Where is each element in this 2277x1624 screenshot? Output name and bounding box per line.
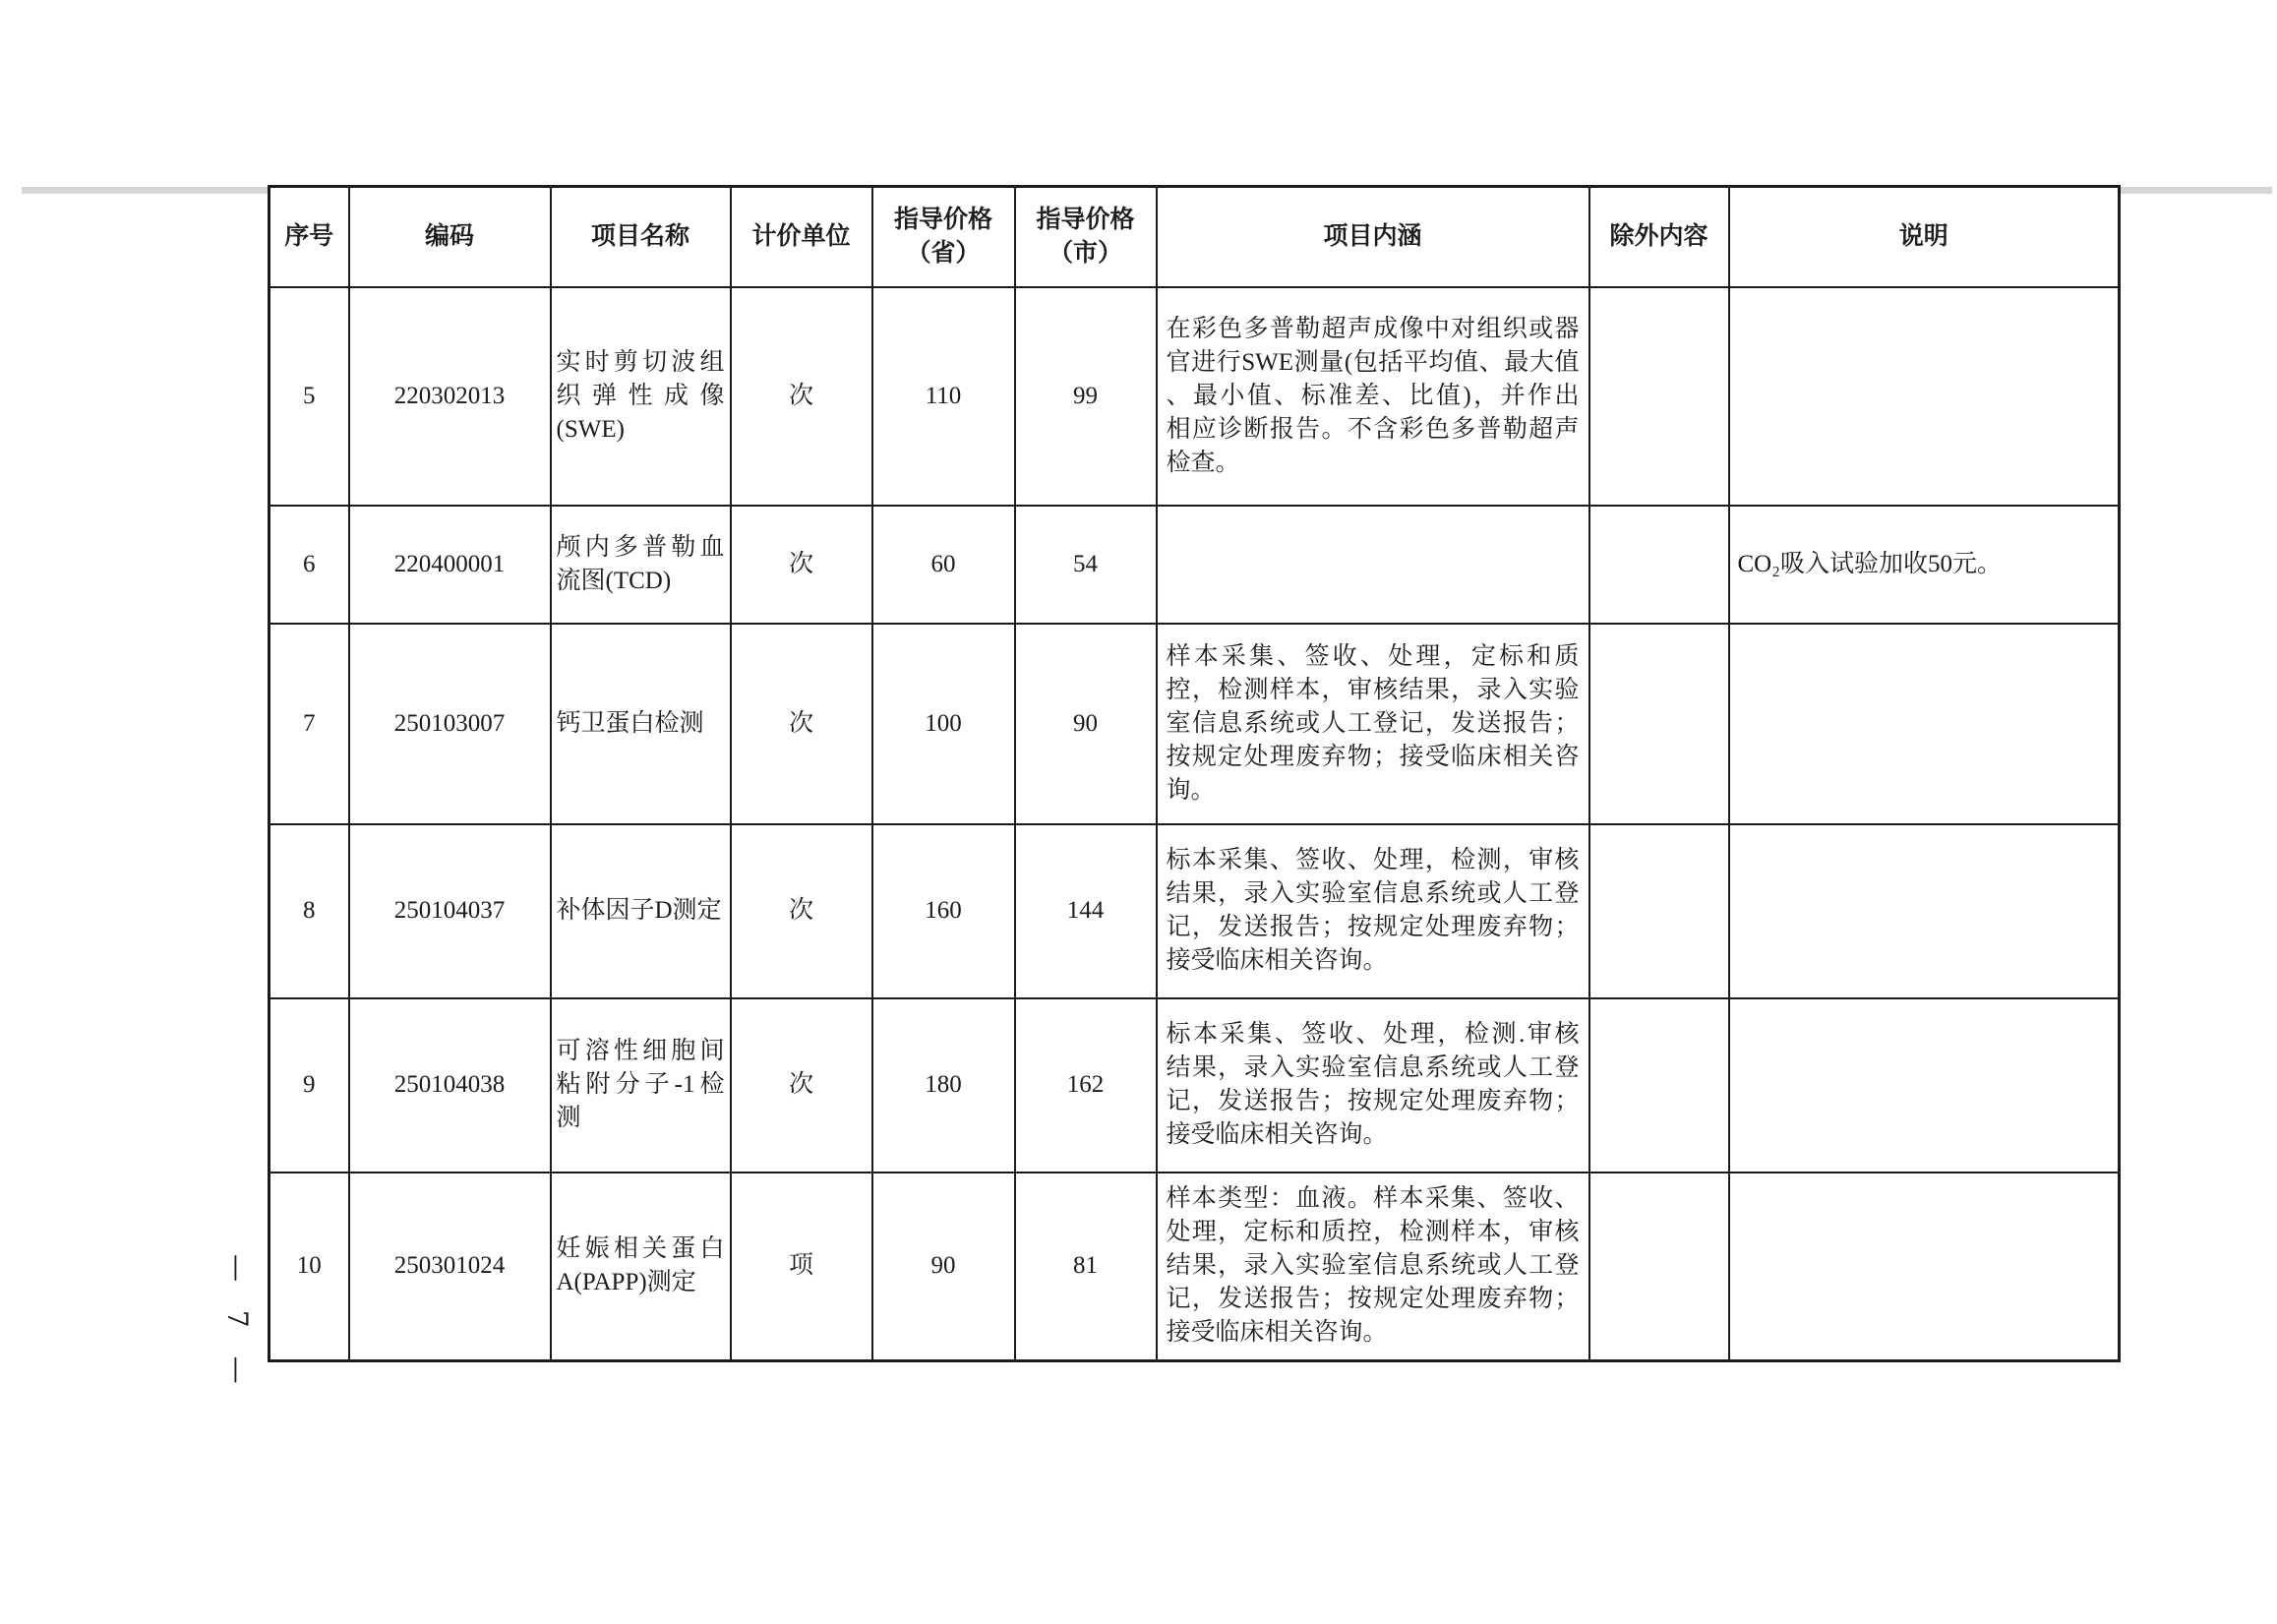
- cell-content-line: 检查。: [1166, 449, 1240, 476]
- cell-name-line: 颅内多普勒血: [556, 533, 725, 561]
- cell-price-city: 90: [1015, 624, 1157, 824]
- cell-seq: 9: [270, 998, 349, 1173]
- cell-content-line: 记，发送报告；按规定处理废弃物；: [1166, 1286, 1580, 1313]
- cell-content-line: 在彩色多普勒超声成像中对组织或器: [1166, 315, 1580, 342]
- cell-unit: 次: [731, 998, 872, 1173]
- cell-seq: 10: [270, 1173, 349, 1361]
- header-notes: 说明: [1729, 187, 2120, 287]
- cell-content-line: 接受临床相关咨询。: [1166, 947, 1388, 974]
- cell-name: [551, 287, 731, 506]
- table-row: [270, 624, 2120, 824]
- cell-price-city: 81: [1015, 1173, 1157, 1361]
- cell-code: 250104037: [349, 824, 551, 998]
- cell-name: [551, 998, 731, 1173]
- cell-price-province: 100: [872, 624, 1015, 824]
- cell-name-line: A(PAPP)测定: [556, 1269, 696, 1296]
- cell-content-line: 接受临床相关咨询。: [1166, 1319, 1388, 1347]
- page-number: — 7 —: [221, 1254, 254, 1394]
- cell-content: [1157, 1173, 1589, 1361]
- cell-price-city: 162: [1015, 998, 1157, 1173]
- cell-name-line: 测: [556, 1105, 581, 1131]
- cell-name: [551, 1173, 731, 1361]
- cell-content-line: 相应诊断报告。不含彩色多普勒超声: [1166, 415, 1580, 443]
- header-code: 编码: [349, 187, 551, 287]
- cell-exclusions: [1589, 998, 1729, 1173]
- cell-content: [1157, 287, 1589, 506]
- cell-content: [1157, 506, 1589, 624]
- cell-exclusions: [1589, 287, 1729, 506]
- header-exclusions: 除外内容: [1589, 187, 1729, 287]
- cell-content-line: 官进行SWE测量(包括平均值、最大值: [1166, 348, 1580, 376]
- cell-content-line: 结果，录入实验室信息系统或人工登: [1166, 1054, 1580, 1081]
- cell-code: 220302013: [349, 287, 551, 506]
- cell-notes: [1729, 1173, 2120, 1361]
- cell-unit: 次: [731, 824, 872, 998]
- cell-name-line: 妊娠相关蛋白: [556, 1235, 725, 1263]
- header-seq: 序号: [270, 187, 349, 287]
- table-row: [270, 1173, 2120, 1361]
- cell-seq: 8: [270, 824, 349, 998]
- cell-price-province: 180: [872, 998, 1015, 1173]
- cell-name-line: 钙卫蛋白检测: [556, 709, 704, 737]
- cell-content-line: 处理，定标和质控，检测样本，审核: [1166, 1219, 1580, 1246]
- cell-notes: [1729, 998, 2120, 1173]
- cell-price-province: 60: [872, 506, 1015, 624]
- cell-code: 250104038: [349, 998, 551, 1173]
- cell-exclusions: [1589, 506, 1729, 624]
- header-row: [270, 187, 2120, 287]
- table-row: [270, 506, 2120, 624]
- cell-content-line: 、最小值、标准差、比值)，并作出: [1166, 382, 1580, 409]
- cell-notes-text: CO₂吸入试验加收50元。: [1737, 550, 2002, 577]
- cell-name-line: (SWE): [556, 415, 625, 443]
- header-price-province-line: （省）: [906, 239, 981, 267]
- cell-exclusions: [1589, 824, 1729, 998]
- cell-content-line: 记，发送报告；按规定处理废弃物；: [1166, 914, 1580, 940]
- header-price-province-line: 指导价格: [893, 206, 992, 233]
- cell-name: [551, 824, 731, 998]
- table-row: [270, 998, 2120, 1173]
- cell-name-line: 可溶性细胞间: [556, 1038, 725, 1064]
- header-unit: 计价单位: [731, 187, 872, 287]
- cell-code: 250301024: [349, 1173, 551, 1361]
- cell-content: [1157, 824, 1589, 998]
- cell-content: [1157, 998, 1589, 1173]
- cell-content-line: 样本类型：血液。样本采集、签收、: [1166, 1185, 1580, 1213]
- cell-name-line: 粘附分子-1检: [556, 1071, 725, 1098]
- cell-seq: 5: [270, 287, 349, 506]
- cell-price-province: 110: [872, 287, 1015, 506]
- cell-name-line: 实时剪切波组: [556, 348, 725, 376]
- cell-content-line: 询。: [1166, 776, 1216, 804]
- cell-price-city: 54: [1015, 506, 1157, 624]
- cell-code: 220400001: [349, 506, 551, 624]
- cell-content-line: 标本采集、签收、处理，检测.审核: [1166, 1021, 1580, 1048]
- cell-unit: 项: [731, 1173, 872, 1361]
- cell-content-line: 记，发送报告；按规定处理废弃物；: [1166, 1088, 1580, 1114]
- header-price-city-line: 指导价格: [1036, 206, 1135, 233]
- cell-notes: [1729, 824, 2120, 998]
- cell-notes: [1729, 624, 2120, 824]
- cell-unit: 次: [731, 506, 872, 624]
- cell-content-line: 按规定处理废弃物；接受临床相关咨: [1166, 743, 1580, 770]
- cell-price-province: 90: [872, 1173, 1015, 1361]
- cell-unit: 次: [731, 624, 872, 824]
- cell-content-line: 结果，录入实验室信息系统或人工登: [1166, 1252, 1580, 1280]
- table-row: [270, 287, 2120, 506]
- cell-price-province: 160: [872, 824, 1015, 998]
- header-price-province: [872, 187, 1015, 287]
- cell-unit: 次: [731, 287, 872, 506]
- cell-exclusions: [1589, 1173, 1729, 1361]
- cell-content: [1157, 624, 1589, 824]
- cell-exclusions: [1589, 624, 1729, 824]
- cell-name-line: 流图(TCD): [556, 567, 672, 594]
- cell-price-city: 99: [1015, 287, 1157, 506]
- header-name: 项目名称: [551, 187, 731, 287]
- cell-notes: [1729, 506, 2120, 624]
- cell-content-line: 控，检测样本，审核结果，录入实验: [1166, 676, 1580, 703]
- header-price-city: [1015, 187, 1157, 287]
- header-price-city-line: （市）: [1048, 239, 1122, 267]
- price-table: [268, 185, 2121, 1362]
- cell-name-line: 织弹性成像: [556, 382, 725, 409]
- header-content: 项目内涵: [1157, 187, 1589, 287]
- cell-content-line: 标本采集、签收、处理，检测，审核: [1166, 847, 1580, 873]
- cell-seq: 6: [270, 506, 349, 624]
- table-row: [270, 824, 2120, 998]
- cell-content-line: 接受临床相关咨询。: [1166, 1121, 1388, 1148]
- cell-code: 250103007: [349, 624, 551, 824]
- cell-seq: 7: [270, 624, 349, 824]
- cell-content-line: 样本采集、签收、处理，定标和质: [1166, 642, 1580, 670]
- cell-price-city: 144: [1015, 824, 1157, 998]
- cell-name: [551, 624, 731, 824]
- cell-name: [551, 506, 731, 624]
- cell-name-line: 补体因子D测定: [556, 897, 722, 924]
- cell-content-line: 结果，录入实验室信息系统或人工登: [1166, 880, 1580, 907]
- cell-content-line: 室信息系统或人工登记，发送报告；: [1166, 709, 1580, 737]
- cell-notes: [1729, 287, 2120, 506]
